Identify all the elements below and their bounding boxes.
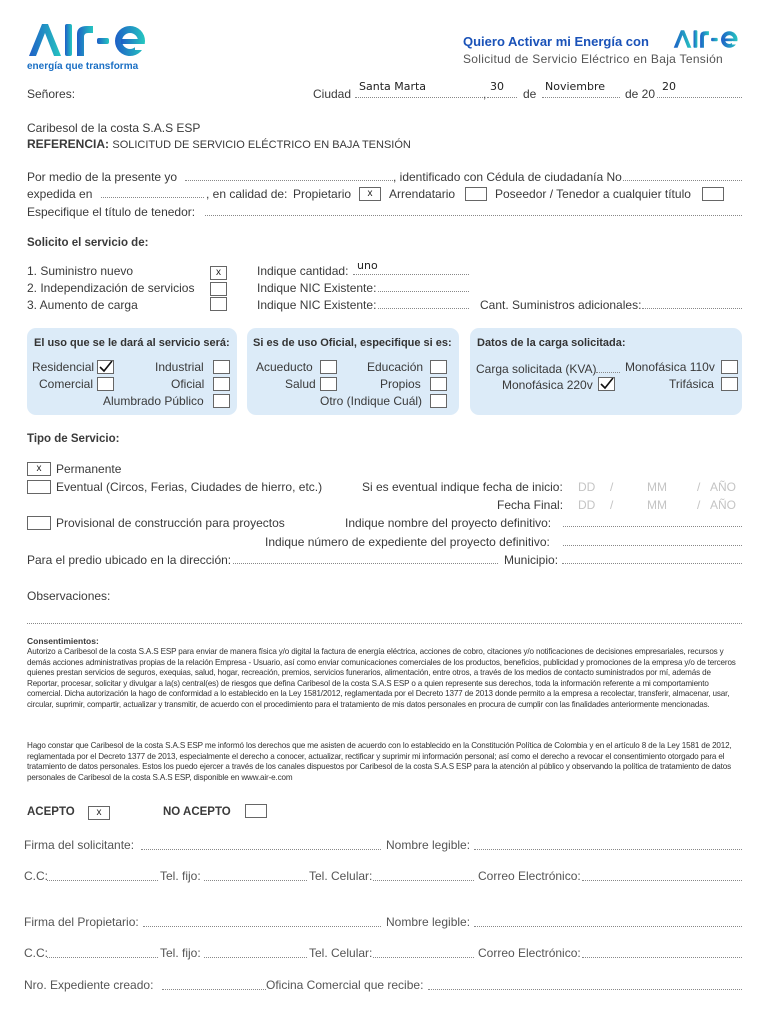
air-e-small-logo [672, 28, 742, 50]
referencia-text: SOLICITUD DE SERVICIO ELÉCTRICO EN BAJA TENSIÓN [112, 139, 411, 151]
item-suministro-nuevo: 1. Suministro nuevo [27, 264, 134, 278]
company-name: Caribesol de la costa S.A.S ESP [27, 121, 201, 135]
final-anio[interactable]: AÑO [710, 498, 737, 512]
nic-field-2[interactable] [378, 297, 469, 309]
alumbrado-checkbox[interactable] [213, 394, 230, 408]
firma-solicitante-label: Firma del solicitante: [24, 838, 135, 852]
referencia-label: REFERENCIA: [27, 137, 110, 151]
year-value: 20 [662, 80, 676, 93]
educacion-label: Educación [367, 360, 424, 374]
cantidad-label: Indique cantidad: [257, 264, 349, 278]
correo-label-1: Correo Electrónico: [478, 869, 581, 883]
form-title: Quiero Activar mi Energía con [463, 34, 649, 49]
cant-adicionales-label: Cant. Suministros adicionales: [480, 298, 642, 312]
tel-celular-field-1[interactable] [373, 869, 474, 881]
yo-label: Por medio de la presente yo [27, 170, 178, 184]
nombre-legible-field-1[interactable] [474, 838, 742, 850]
tenedor-label: Especifique el título de tenedor: [27, 205, 196, 219]
propios-checkbox[interactable] [430, 377, 447, 391]
permanente-label: Permanente [56, 462, 122, 476]
day-value: 30 [490, 80, 504, 93]
oficina-field[interactable] [428, 978, 742, 990]
mono110-label: Monofásica 110v [625, 360, 715, 374]
fecha-inicio-label: Si es eventual indique fecha de inicio: [362, 480, 563, 494]
nic-label-1: Indique NIC Existente: [257, 281, 377, 295]
month-value: Noviembre [545, 80, 606, 93]
cantidad-value: uno [357, 259, 378, 272]
proyecto-label: Indique nombre del proyecto definitivo: [345, 516, 552, 530]
acepto-label: ACEPTO [27, 806, 75, 818]
mono220-checkbox[interactable] [598, 377, 615, 391]
tel-celular-label-1: Tel. Celular: [309, 869, 373, 883]
correo-label-2: Correo Electrónico: [478, 946, 581, 960]
form-subtitle: Solicitud de Servicio Eléctrico en Baja Tensión [463, 52, 724, 66]
comma: , [483, 87, 487, 101]
de-label: de [523, 87, 537, 101]
eventual-checkbox[interactable] [27, 480, 51, 494]
predio-label: Para el predio ubicado en la dirección: [27, 553, 232, 567]
ciudad-label: Ciudad [313, 87, 352, 101]
cc-label-2: C.C: [24, 946, 48, 960]
correo-field-2[interactable] [582, 946, 742, 958]
nombre-legible-label-1: Nombre legible: [386, 838, 471, 852]
expediente-label: Indique número de expediente del proyecto definitivo: [265, 535, 550, 549]
salud-label: Salud [285, 377, 316, 391]
inicio-dd[interactable]: DD [578, 480, 596, 494]
arrendatario-checkbox[interactable] [465, 187, 487, 201]
propietario-label: Propietario [293, 187, 352, 201]
firma-propietario-label: Firma del Propietario: [24, 915, 139, 929]
nic-field-1[interactable] [378, 280, 469, 292]
fecha-final-label: Fecha Final: [497, 498, 564, 512]
firma-solicitante-field[interactable] [141, 838, 381, 850]
comercial-label: Comercial [39, 377, 94, 391]
otro-label: Otro (Indique Cuál) [320, 394, 423, 408]
observaciones-field[interactable] [27, 612, 742, 624]
industrial-label: Industrial [155, 360, 204, 374]
nro-expediente-field[interactable] [162, 978, 266, 990]
carga-title: Datos de la carga solicitada: [477, 337, 626, 349]
firma-propietario-field[interactable] [143, 915, 381, 927]
cedula-label: , identificado con Cédula de ciudadanía No [393, 170, 622, 184]
uso-title: El uso que se le dará al servicio será: [34, 337, 230, 349]
eventual-label: Eventual (Circos, Ferias, Ciudades de hierro, etc.) [56, 480, 323, 494]
municipio-field[interactable] [562, 552, 742, 564]
oficial-label: Oficial [171, 377, 205, 391]
tel-fijo-label-2: Tel. fijo: [160, 946, 201, 960]
expedida-label: expedida en [27, 187, 93, 201]
referencia [27, 137, 411, 151]
tel-fijo-label-1: Tel. fijo: [160, 869, 201, 883]
arrendatario-label: Arrendatario [389, 187, 456, 201]
salud-checkbox[interactable] [320, 377, 337, 391]
senores-label: Señores: [27, 87, 76, 101]
consent-paragraph-2: Hago constar que Caribesol de la costa S.A.S ESP me informó los derechos que me asisten de acuerdo con lo establecido en la Constitución Política de Colombia y en el artículo 8 de la Ley 1581 de 2012, reglamentada por el Decreto 1377 de 2013, especialmente el derecho a conocer, actualizar, rectificar y suprimir mi información personal; así como el derecho a revocar el consentimiento otorgado para el tratamiento de datos personales. Estos los puedo ejercer a través de los canales dispuestos por Caribesol de la costa S.A.S ESP para la atención al público y observando la política de tratamiento de datos personales de Caribesol de la costa S.A.S ESP, disponible en www.air-e.com [27, 741, 732, 782]
oficial-checkbox[interactable] [213, 377, 230, 391]
tagline: energía que transforma [27, 61, 139, 72]
expediente-field[interactable] [563, 534, 742, 546]
provisional-checkbox[interactable] [27, 516, 51, 530]
cc-field-1[interactable] [47, 869, 158, 881]
industrial-checkbox[interactable] [213, 360, 230, 374]
nombre-legible-label-2: Nombre legible: [386, 915, 471, 929]
cant-adicionales-field[interactable] [642, 297, 742, 309]
proyecto-field[interactable] [563, 515, 742, 527]
calidad-label: , en calidad de: [206, 187, 288, 201]
propios-label: Propios [380, 377, 421, 391]
year-label: de 20 [625, 87, 656, 101]
inicio-slash-1: / [610, 480, 614, 494]
trifasica-checkbox[interactable] [721, 377, 738, 391]
nic-label-2: Indique NIC Existente: [257, 298, 377, 312]
educacion-checkbox[interactable] [430, 360, 447, 374]
tel-fijo-field-1[interactable] [204, 869, 307, 881]
aumento-carga-checkbox[interactable] [210, 297, 227, 311]
propietario-checkbox[interactable]: x [359, 187, 381, 201]
final-slash-2: / [697, 498, 701, 512]
nro-expediente-label: Nro. Expediente creado: [24, 978, 154, 992]
kva-label: Carga solicitada (KVA) [476, 362, 597, 376]
tenedor-field[interactable] [205, 204, 742, 216]
no-acepto-checkbox[interactable] [245, 804, 267, 818]
expedida-field[interactable] [101, 186, 204, 198]
oficial-title: Si es de uso Oficial, especifique si es: [253, 337, 452, 349]
ciudad-value: Santa Marta [359, 80, 427, 93]
cc-label-1: C.C: [24, 869, 48, 883]
suministro-nuevo-checkbox[interactable]: x [210, 266, 227, 280]
residencial-checkbox[interactable] [97, 360, 114, 374]
item-aumento-carga: 3. Aumento de carga [27, 298, 138, 312]
oficina-label: Oficina Comercial que recibe: [266, 978, 424, 992]
kva-field[interactable] [596, 361, 620, 373]
permanente-checkbox[interactable]: x [27, 462, 51, 476]
correo-field-1[interactable] [582, 869, 742, 881]
final-slash-1: / [610, 498, 614, 512]
final-mm[interactable]: MM [647, 498, 667, 512]
tel-celular-label-2: Tel. Celular: [309, 946, 373, 960]
name-field[interactable] [185, 169, 393, 181]
nombre-legible-field-2[interactable] [474, 915, 742, 927]
predio-field[interactable] [233, 552, 498, 564]
independizacion-checkbox[interactable] [210, 282, 227, 296]
mono220-label: Monofásica 220v [502, 378, 593, 392]
otro-checkbox[interactable] [430, 394, 447, 408]
acueducto-checkbox[interactable] [320, 360, 337, 374]
alumbrado-label: Alumbrado Público [103, 394, 204, 408]
residencial-label: Residencial [32, 360, 95, 374]
tel-fijo-field-2[interactable] [204, 946, 307, 958]
tipo-title: Tipo de Servicio: [27, 433, 120, 445]
municipio-label: Municipio: [504, 553, 559, 567]
trifasica-label: Trifásica [669, 377, 714, 391]
poseedor-label: Poseedor / Tenedor a cualquier título [495, 187, 691, 201]
no-acepto-label: NO ACEPTO [163, 806, 231, 818]
poseedor-checkbox[interactable] [702, 187, 724, 201]
item-independizacion: 2. Independización de servicios [27, 281, 195, 295]
air-e-logo [27, 20, 152, 60]
acueducto-label: Acueducto [256, 360, 313, 374]
inicio-mm[interactable]: MM [647, 480, 667, 494]
inicio-anio[interactable]: AÑO [710, 480, 737, 494]
observaciones-label: Observaciones: [27, 589, 111, 603]
tel-celular-field-2[interactable] [373, 946, 474, 958]
consent-title: Consentimientos: [27, 636, 99, 646]
mono110-checkbox[interactable] [721, 360, 738, 374]
final-dd[interactable]: DD [578, 498, 596, 512]
acepto-checkbox[interactable]: x [88, 806, 110, 820]
comercial-checkbox[interactable] [97, 377, 114, 391]
provisional-label: Provisional de construcción para proyectos [56, 516, 285, 530]
inicio-slash-2: / [697, 480, 701, 494]
cc-field-2[interactable] [47, 946, 158, 958]
cedula-field[interactable] [623, 169, 742, 181]
solicito-title: Solicito el servicio de: [27, 237, 149, 249]
consent-paragraph-1: Autorizo a Caribesol de la costa S.A.S ESP para enviar de manera física y/o digital la factura de energía eléctrica, acciones de cobro, citaciones y/o notificaciones de decisiones empresariales, recursos y demás acciones administrativas propias de la relación Empresa - Usuario, así como enviar comunicaciones comerciales de los productos, beneficios, publicidad y promociones de la empresa y/o de terceros quienes prestan servicios de seguros, exequias, salud, hogar, recreación, premios, servicios funerarios, alimentación, entre otros, a través de los medios de contacto suministrados por mí, además de Reportar, procesar, solicitar y divulgar a la(s) central(es) de riesgos que defina Caribesol de la costa S.A.S ESP o a quien represente sus derechos, toda la información referente a mi comportamiento comercial. Dicha autorización la hago de conformidad a lo establecido en la Ley 1581/2012, reglamentada por el Decreto 1377 de 2013 donde permito a la empresa a recolectar, transferir, almacenar, usar, circular, suprimir, compartir, actualizar y transmitir, de acuerdo con el procedimiento para el tratamiento de mis datos personales en procura de cumplir con las finalidades anteriormente mencionadas. [27, 647, 736, 709]
